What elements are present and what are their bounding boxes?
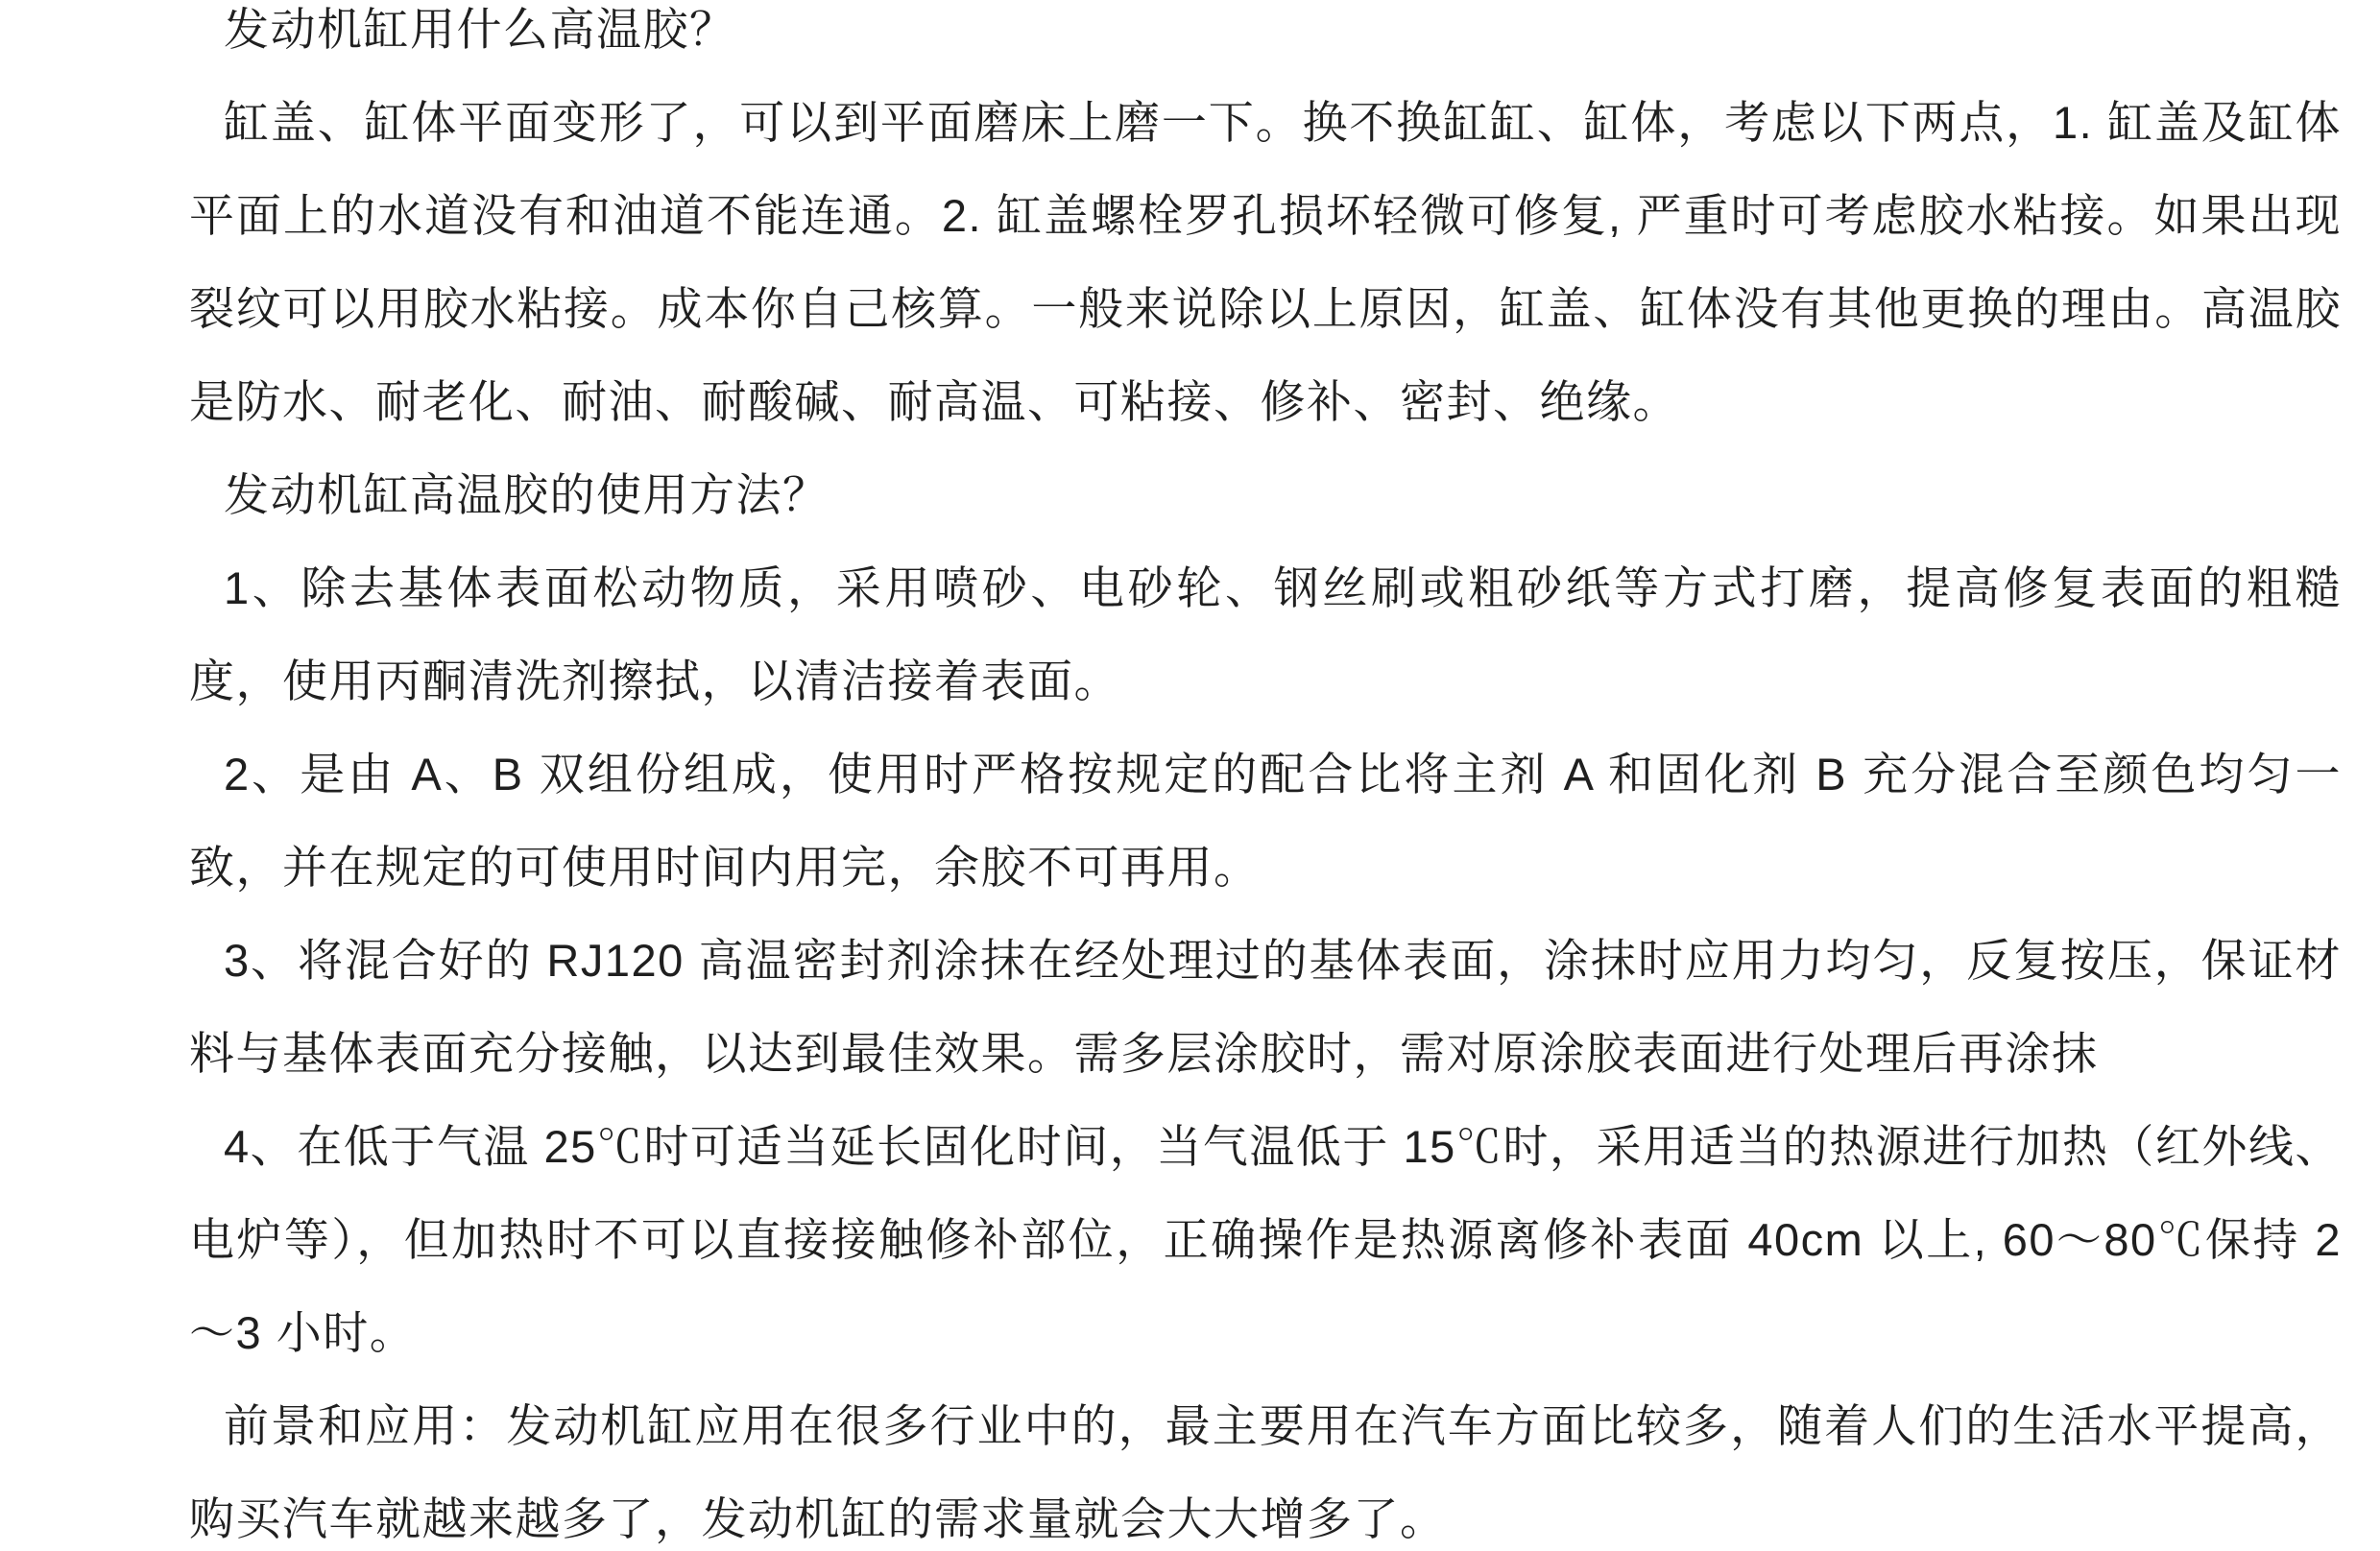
usage-step-3: 3、将混合好的 RJ120 高温密封剂涂抹在经处理过的基体表面，涂抹时应用力均匀，反复按压，保证材料与基体表面充分接触，以达到最佳效果。需多层涂胶时，需对原涂胶表面进行处理后再涂抹 [189, 935, 2342, 1079]
usage-step-4: 4、在低于气温 25℃时可适当延长固化时间，当气温低于 15℃时，采用适当的热源进行加热（红外线、电炉等），但加热时不可以直接接触修补部位，正确操作是热源离修补表面 40cm 以上, 60～80℃保持 2～3 小时。 [189, 1121, 2342, 1358]
answer-paragraph: 缸盖、缸体平面变形了，可以到平面磨床上磨一下。换不换缸缸、缸体，考虑以下两点，1. 缸盖及缸体平面上的水道没有和油道不能连通。2. 缸盖螺栓罗孔损坏轻微可修复, 严重时可考虑胶水粘接。如果出现裂纹可以用胶水粘接。成本你自己核算。一般来说除以上原因，缸盖、缸体没有其他更换的理由。高温胶是防水、耐老化、耐油、耐酸碱、耐高温、可粘接、修补、密封、绝缘。 [189, 97, 2342, 427]
usage-step-1: 1、除去基体表面松动物质，采用喷砂、电砂轮、钢丝刷或粗砂纸等方式打磨，提高修复表面的粗糙度，使用丙酮清洗剂擦拭，以清洁接着表面。 [189, 562, 2342, 706]
prospect-paragraph: 前景和应用：发动机缸应用在很多行业中的，最主要用在汽车方面比较多，随着人们的生活水平提高，购买汽车就越来越多了，发动机缸的需求量就会大大增多了。 [189, 1400, 2342, 1544]
usage-question-heading: 发动机缸高温胶的使用方法？ [224, 469, 829, 520]
question-heading: 发动机缸用什么高温胶？ [224, 4, 736, 55]
usage-step-2: 2、是由 A、B 双组份组成，使用时严格按规定的配合比将主剂 A 和固化剂 B 充分混合至颜色均匀一致，并在规定的可使用时间内用完，余胶不可再用。 [189, 749, 2342, 893]
